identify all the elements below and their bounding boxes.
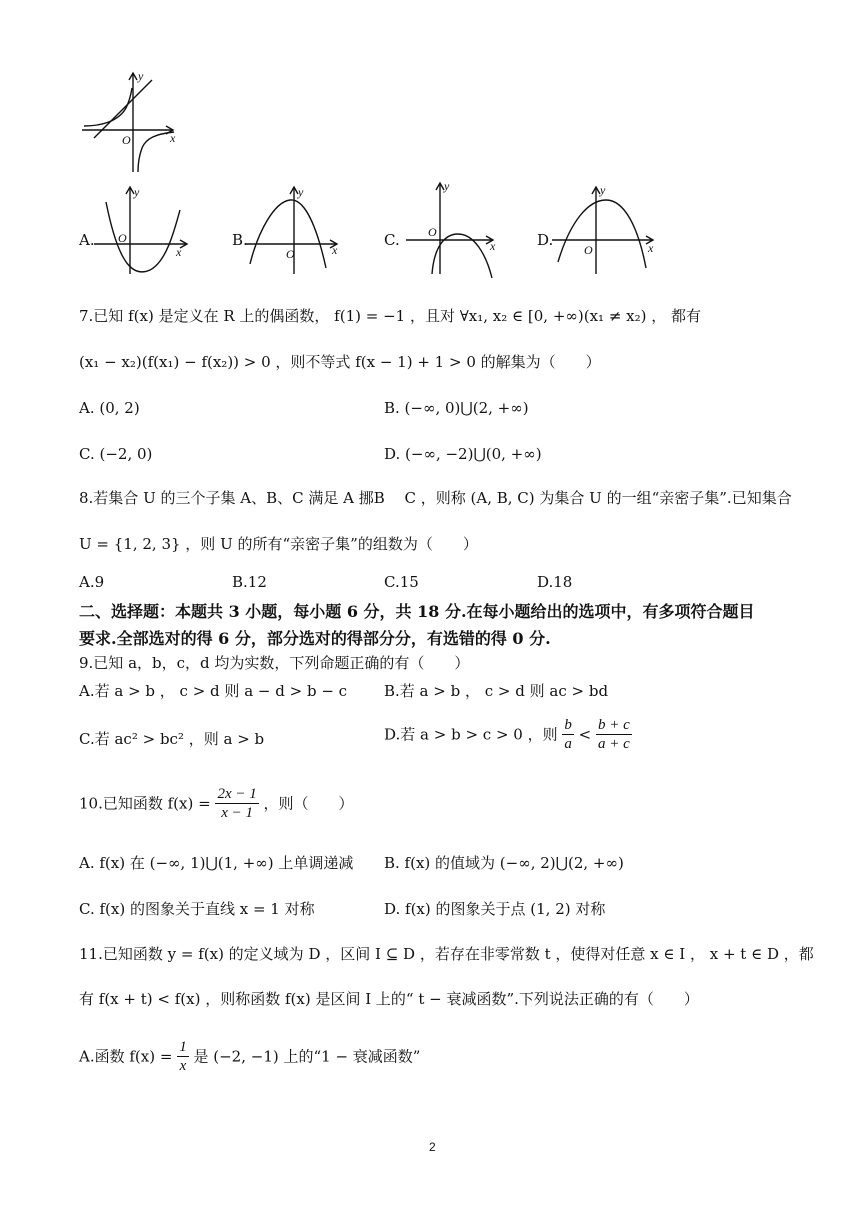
option-c-graph (400, 178, 504, 274)
curve-right (138, 132, 174, 172)
fraction-numerator: 1 (179, 1039, 187, 1055)
q10-stem (79, 785, 354, 822)
fraction-denominator: x (179, 1058, 187, 1074)
q11-a-fraction (177, 1038, 189, 1075)
q9-option-c[interactable]: C.若 ac² > bc² ，则 a > b (79, 730, 265, 748)
fraction-numerator: b + c (598, 717, 630, 733)
q8-option-d[interactable]: D.18 (537, 573, 573, 591)
option-a-label[interactable]: A. (79, 231, 95, 249)
q11-a-prefix: A.函数 f(x) = (79, 1047, 173, 1066)
q10-fraction (215, 785, 258, 822)
option-c-label[interactable]: C. (384, 231, 400, 249)
q10-option-d[interactable]: D. f(x) 的图象关于点 (1, 2) 对称 (384, 900, 606, 918)
q7-option-b[interactable]: B. (−∞, 0)⋃(2, +∞) (384, 399, 529, 417)
q11-a-suffix: 是 (−2, −1) 上的“1 − 衰减函数” (193, 1047, 421, 1066)
q11-line1: 11.已知函数 y = f(x) 的定义域为 D ，区间 I ⊆ D ，若存在非零常数 t ，使得对任意 x ∈ I ， x + t ∈ D ，都 (79, 945, 814, 963)
page-number: 2 (429, 1140, 436, 1154)
option-d-label[interactable]: D. (537, 231, 554, 249)
q11-line2: 有 f(x + t) < f(x) ，则称函数 f(x) 是区间 I 上的“ t − 衰减函数”.下列说法正确的有（ ） (79, 990, 699, 1008)
section2-line2: 要求.全部选对的得 6 分，部分选对的得部分分，有选错的得 0 分. (79, 629, 551, 648)
x-label: x (170, 131, 176, 145)
option-a-graph (94, 182, 194, 274)
q10-suffix: ，则（ ） (263, 794, 354, 813)
q7-option-d[interactable]: D. (−∞, −2)⋃(0, +∞) (384, 445, 542, 463)
q10-option-a[interactable]: A. f(x) 在 (−∞, 1)⋃(1, +∞) 上单调递减 (79, 854, 354, 872)
q8-option-c[interactable]: C.15 (384, 573, 419, 591)
fraction-denominator: a (564, 736, 572, 752)
x-label: x (176, 245, 182, 259)
q7-line2: (x₁ − x₂)(f(x₁) − f(x₂)) > 0 ，则不等式 f(x − 1) + 1 > 0 的解集为（ ） (79, 353, 601, 371)
q8-option-a[interactable]: A.9 (79, 573, 105, 591)
q8-line1: 8.若集合 U 的三个子集 A、B、C 满足 A 挪B C ，则称 (A, B, C) 为集合 U 的一组“亲密子集”.已知集合 (79, 489, 792, 507)
q10-prefix: 10.已知函数 f(x) = (79, 794, 211, 813)
origin-label: O (428, 225, 437, 239)
option-b-graph (246, 182, 346, 274)
option-b-label[interactable]: B. (232, 231, 248, 249)
q10-option-b[interactable]: B. f(x) 的值域为 (−∞, 2)⋃(2, +∞) (384, 854, 624, 872)
q7-option-c[interactable]: C. (−2, 0) (79, 445, 153, 463)
q7-line1: 7.已知 f(x) 是定义在 R 上的偶函数， f(1) = −1 ，且对 ∀x₁, x₂ ∈ [0, +∞)(x₁ ≠ x₂) ， 都有 (79, 307, 702, 325)
q9-d-prefix: D.若 a > b > c > 0 ，则 (384, 725, 558, 744)
y-label: y (298, 185, 304, 199)
option-d-graph (552, 182, 662, 274)
section2-line1: 二、选择题：本题共 3 小题，每小题 6 分，共 18 分.在每小题给出的选项中，有多项符合题目 (79, 602, 755, 621)
reference-graph (80, 68, 185, 176)
q9-d-right-fraction (596, 716, 632, 753)
q11-option-a[interactable] (79, 1038, 420, 1075)
parabola (558, 200, 646, 268)
origin-label: O (286, 247, 295, 261)
y-label: y (134, 185, 140, 199)
y-label: y (600, 183, 606, 197)
q8-option-b[interactable]: B.12 (232, 573, 267, 591)
q8-line2: U = {1, 2, 3} ，则 U 的所有“亲密子集”的组数为（ ） (79, 535, 478, 553)
x-label: x (648, 241, 654, 255)
x-label: x (332, 243, 338, 257)
fraction-denominator: a + c (598, 736, 630, 752)
q9-option-d[interactable] (384, 716, 632, 753)
q9-stem: 9.已知 a，b，c，d 均为实数，下列命题正确的有（ ） (79, 654, 470, 672)
y-label: y (138, 69, 144, 83)
origin-label: O (118, 231, 127, 245)
fraction-denominator: x − 1 (221, 805, 253, 821)
q9-option-b[interactable]: B.若 a > b ， c > d 则 ac > bd (384, 682, 609, 700)
fraction-numerator: b (564, 717, 572, 733)
q9-d-left-fraction (562, 716, 574, 753)
origin-label: O (122, 133, 131, 147)
y-label: y (444, 179, 450, 193)
q9-d-operator: < (578, 725, 592, 744)
fraction-numerator: 2x − 1 (217, 786, 257, 802)
q9-option-a[interactable]: A.若 a > b ， c > d 则 a − d > b − c (79, 682, 348, 700)
x-label: x (490, 239, 496, 253)
q10-option-c[interactable]: C. f(x) 的图象关于直线 x = 1 对称 (79, 900, 315, 918)
origin-label: O (584, 243, 593, 257)
q7-option-a[interactable]: A. (0, 2) (79, 399, 140, 417)
